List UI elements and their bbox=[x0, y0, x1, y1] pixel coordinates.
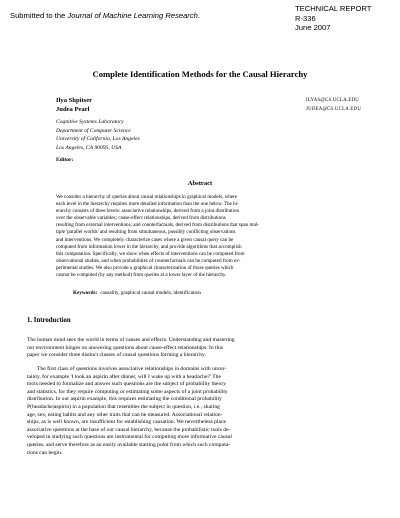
abstract-line: this computation. Specifically, we show when effects of interventions can be computed from bbox=[56, 250, 245, 257]
abstract-line: cannot be computed (by any method) from queries at a lower layer of the hierarchy. bbox=[56, 272, 227, 279]
paragraph-line: our environment hinges on answering questions about cause-effect relationships. In this bbox=[27, 344, 224, 351]
keywords bbox=[73, 290, 201, 296]
technical-report-block bbox=[295, 4, 371, 33]
affiliation-line: University of California, Los Angeles bbox=[56, 136, 140, 143]
paragraph-line: P(headache|aspirin) in a population that resembles the subject in question, i.e., sharing bbox=[27, 403, 220, 410]
affiliation-line: Cognitive Systems Laboratory bbox=[56, 119, 124, 125]
intro-paragraph-2 bbox=[27, 366, 373, 457]
paragraph-line: paper we consider three distinct classes of causal questions forming a hierarchy. bbox=[27, 352, 206, 359]
abstract-line: tiple 'parallel worlds' and resulting from simultaneous, possibly conflicting observations bbox=[56, 229, 236, 236]
author-email: JUDEA@CS.UCLA.EDU bbox=[306, 107, 362, 112]
submission-suffix: . bbox=[197, 11, 200, 20]
author-name: Ilya Shpitser bbox=[56, 97, 93, 104]
abstract-heading: Abstract bbox=[187, 180, 213, 187]
paragraph-line: The human mind sees the world in terms of causes and effects. Understanding and mastering bbox=[27, 337, 235, 343]
abstract-line: resulting from external interventions; and counterfactuals, derived from distributions that span mul- bbox=[56, 222, 260, 229]
author-name: Judea Pearl bbox=[56, 106, 90, 113]
paragraph-line: ships, as is well known, are insufficient for establishing causation. We nevertheless place bbox=[27, 419, 226, 426]
paragraph-line: associative questions at the base of our causal hierarchy, because the probabilistic tools de- bbox=[27, 426, 231, 433]
paragraph-line: distribution. In our aspirin example, this requires estimating the conditional probability bbox=[27, 396, 222, 403]
journal-name: Journal of Machine Learning Research bbox=[67, 11, 198, 20]
author-email: ILYAS@CS.UCLA.EDU bbox=[306, 98, 359, 103]
keywords-label: Keywords: bbox=[73, 290, 98, 296]
report-date: June 2007 bbox=[295, 23, 331, 33]
editor-label: Editor: bbox=[56, 157, 74, 163]
paragraph-line: tools needed to formalize and answer such questions are the subject of probability theory bbox=[27, 381, 226, 388]
submission-note bbox=[10, 11, 200, 20]
paragraph-line: tions can begin. bbox=[27, 449, 63, 456]
paragraph-line: tainty, for example 'I took an aspirin after dinner, will I wake up with a headache?' The bbox=[27, 373, 221, 380]
paragraph-line: The first class of questions involves associative relationships in domains with uncer- bbox=[37, 366, 227, 372]
submission-prefix: Submitted to the bbox=[10, 11, 68, 20]
abstract-line: We consider a hierarchy of queries about causal relationships in graphical models, where bbox=[56, 194, 238, 200]
abstract-line: observational studies, and when probabilities of counterfactuals can be computed from ex- bbox=[56, 257, 241, 264]
affiliation bbox=[56, 118, 140, 152]
report-label: TECHNICAL REPORT bbox=[295, 4, 372, 13]
abstract-line: computed from information lower in the hierarchy, and provide algorithms that accomplish bbox=[56, 243, 242, 250]
intro-paragraph-1 bbox=[27, 337, 373, 360]
paragraph-line: queries, and serve therefore as an easily available starting point from which such computa- bbox=[27, 441, 231, 448]
affiliation-line: Department of Computer Science bbox=[56, 127, 131, 134]
paragraph-line: and statistics, for they require computing or estimating some aspects of a joint probability bbox=[27, 388, 228, 395]
abstract-line: perimental studies. We also provide a graphical characterization of those queries which bbox=[56, 264, 234, 271]
abstract-line: over the observable variables; cause-effect relationships, derived from distributions bbox=[56, 215, 226, 222]
paper-title: Complete Identification Methods for the Causal Hierarchy bbox=[92, 69, 308, 79]
section-heading: 1. Introduction bbox=[27, 317, 71, 324]
abstract-line: each level in the hierarchy requires more detailed information than the one below. The hi- bbox=[56, 201, 239, 208]
affiliation-line: Los Angeles, CA 90095, USA bbox=[56, 144, 122, 151]
report-number: R-336 bbox=[295, 13, 316, 23]
keywords-list: causality, graphical causal models, identification bbox=[100, 290, 202, 296]
abstract-body bbox=[56, 194, 344, 279]
paragraph-line: age, sex, eating habits and any other traits that can be measured. Associational relation- bbox=[27, 411, 223, 418]
abstract-line: and interventions. We completely characterize cases where a given causal query can be bbox=[56, 236, 234, 243]
paragraph-first-line bbox=[27, 366, 373, 374]
paragraph-line: veloped in studying such questions are instrumental for computing more informative causal bbox=[27, 434, 232, 441]
abstract-line: erarchy consists of three levels: associative relationships, derived from a joint distribution bbox=[56, 208, 240, 215]
